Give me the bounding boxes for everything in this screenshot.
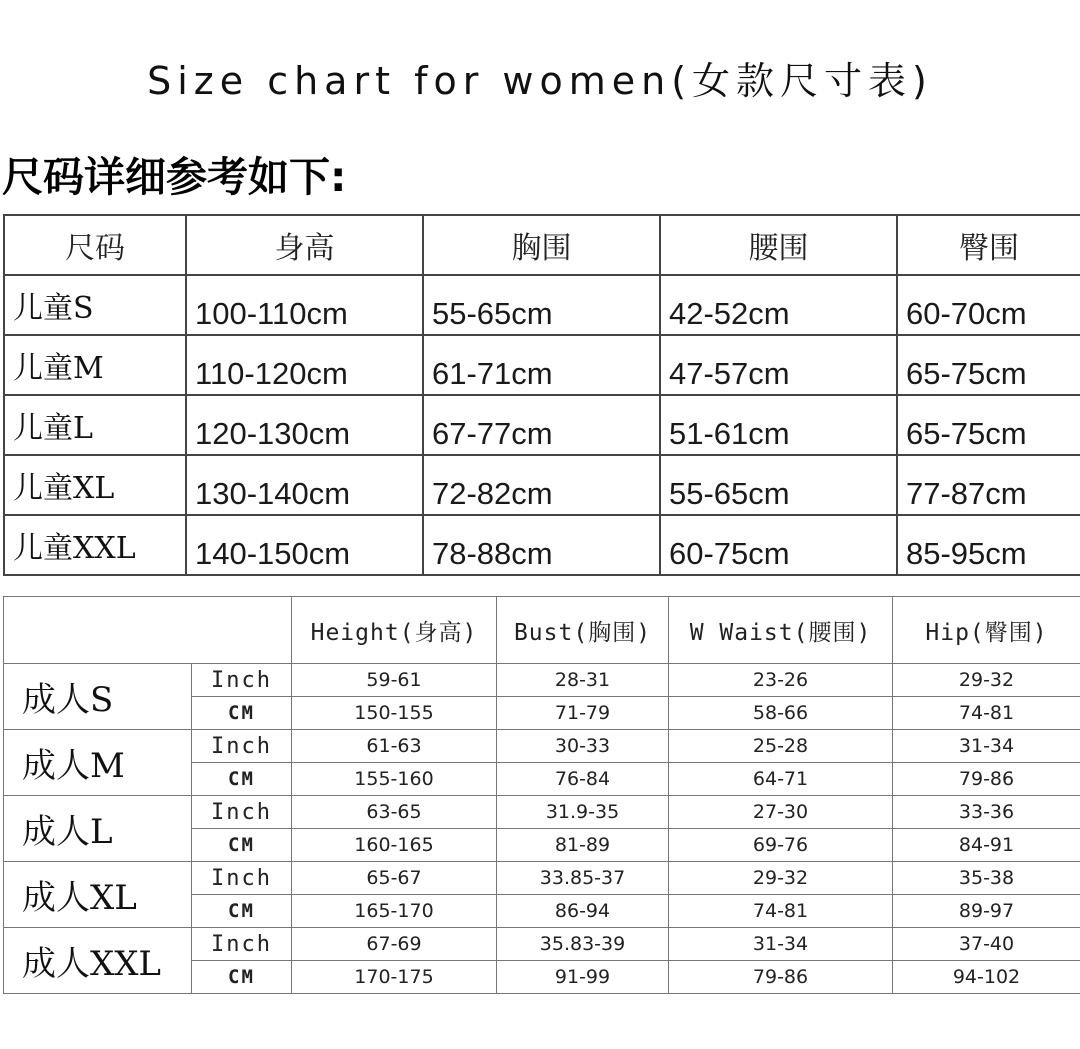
kids-bust-cell: 61-71cm (423, 335, 660, 395)
adult-waist-cell: 23-26 (669, 664, 893, 697)
adult-table-row (4, 730, 1080, 763)
kids-header-hip: 臀围 (897, 215, 1080, 275)
adult-height-cell: 160-165 (292, 829, 497, 862)
kids-table-row (4, 275, 1080, 335)
adult-waist-cell: 64-71 (669, 763, 893, 796)
kids-header-height: 身高 (186, 215, 423, 275)
kids-waist-cell: 60-75cm (660, 515, 897, 575)
adult-height-cell: 59-61 (292, 664, 497, 697)
kids-size-cell: 儿童S (4, 275, 186, 335)
kids-waist-cell: 42-52cm (660, 275, 897, 335)
adult-bust-cell: 86-94 (497, 895, 669, 928)
adult-height-cell: 165-170 (292, 895, 497, 928)
adult-waist-cell: 74-81 (669, 895, 893, 928)
unit-label: Inch (192, 928, 292, 961)
adult-hip-cell: 89-97 (893, 895, 1080, 928)
adult-bust-cell: 30-33 (497, 730, 669, 763)
kids-table-row (4, 335, 1080, 395)
kids-header-size: 尺码 (4, 215, 186, 275)
kids-header-bust: 胸围 (423, 215, 660, 275)
adult-size-cell: 成人L (4, 796, 192, 862)
adult-header-blank (4, 597, 292, 664)
adult-hip-cell: 94-102 (893, 961, 1080, 994)
adult-size-cell: 成人S (4, 664, 192, 730)
kids-table-row (4, 515, 1080, 575)
adult-waist-cell: 58-66 (669, 697, 893, 730)
adult-waist-cell: 79-86 (669, 961, 893, 994)
kids-size-table (3, 214, 1080, 576)
unit-label: CM (192, 697, 292, 730)
kids-size-cell: 儿童XXL (4, 515, 186, 575)
kids-hip-cell: 85-95cm (897, 515, 1080, 575)
kids-hip-cell: 65-75cm (897, 395, 1080, 455)
kids-bust-cell: 72-82cm (423, 455, 660, 515)
kids-height-cell: 120-130cm (186, 395, 423, 455)
kids-hip-cell: 77-87cm (897, 455, 1080, 515)
adult-hip-cell: 29-32 (893, 664, 1080, 697)
kids-hip-cell: 65-75cm (897, 335, 1080, 395)
adult-bust-cell: 28-31 (497, 664, 669, 697)
kids-waist-cell: 47-57cm (660, 335, 897, 395)
adult-waist-cell: 25-28 (669, 730, 893, 763)
adult-height-cell: 170-175 (292, 961, 497, 994)
adult-hip-cell: 37-40 (893, 928, 1080, 961)
unit-label: CM (192, 829, 292, 862)
kids-size-cell: 儿童XL (4, 455, 186, 515)
kids-bust-cell: 67-77cm (423, 395, 660, 455)
adult-bust-cell: 81-89 (497, 829, 669, 862)
adult-bust-cell: 33.85-37 (497, 862, 669, 895)
unit-label: Inch (192, 862, 292, 895)
adult-table-row (4, 862, 1080, 895)
adult-bust-cell: 35.83-39 (497, 928, 669, 961)
adult-height-cell: 150-155 (292, 697, 497, 730)
adult-hip-cell: 35-38 (893, 862, 1080, 895)
adult-height-cell: 155-160 (292, 763, 497, 796)
adult-table-row (4, 796, 1080, 829)
adult-hip-cell: 31-34 (893, 730, 1080, 763)
kids-waist-cell: 55-65cm (660, 455, 897, 515)
unit-label: Inch (192, 730, 292, 763)
kids-height-cell: 100-110cm (186, 275, 423, 335)
unit-label: Inch (192, 796, 292, 829)
kids-height-cell: 140-150cm (186, 515, 423, 575)
adult-bust-cell: 91-99 (497, 961, 669, 994)
adult-height-cell: 65-67 (292, 862, 497, 895)
adult-waist-cell: 69-76 (669, 829, 893, 862)
kids-height-cell: 130-140cm (186, 455, 423, 515)
kids-header-row (4, 215, 1080, 275)
kids-bust-cell: 78-88cm (423, 515, 660, 575)
adult-height-cell: 63-65 (292, 796, 497, 829)
adult-hip-cell: 33-36 (893, 796, 1080, 829)
adult-header-bust: Bust(胸围) (497, 597, 669, 664)
kids-table-row (4, 455, 1080, 515)
adult-header-hip: Hip(臀围) (893, 597, 1080, 664)
kids-header-waist: 腰围 (660, 215, 897, 275)
adult-hip-cell: 74-81 (893, 697, 1080, 730)
adult-bust-cell: 76-84 (497, 763, 669, 796)
adult-hip-cell: 84-91 (893, 829, 1080, 862)
adult-waist-cell: 31-34 (669, 928, 893, 961)
adult-size-cell: 成人M (4, 730, 192, 796)
kids-bust-cell: 55-65cm (423, 275, 660, 335)
adult-size-table (3, 596, 1080, 994)
adult-size-cell: 成人XL (4, 862, 192, 928)
unit-label: CM (192, 763, 292, 796)
adult-header-row (4, 597, 1080, 664)
kids-waist-cell: 51-61cm (660, 395, 897, 455)
adult-hip-cell: 79-86 (893, 763, 1080, 796)
kids-size-cell: 儿童L (4, 395, 186, 455)
adult-bust-cell: 71-79 (497, 697, 669, 730)
unit-label: CM (192, 961, 292, 994)
adult-height-cell: 67-69 (292, 928, 497, 961)
kids-hip-cell: 60-70cm (897, 275, 1080, 335)
page-title: Size chart for women(女款尺寸表) (147, 59, 933, 103)
kids-size-cell: 儿童M (4, 335, 186, 395)
adult-table-row (4, 664, 1080, 697)
kids-height-cell: 110-120cm (186, 335, 423, 395)
adult-size-cell: 成人XXL (4, 928, 192, 994)
adult-waist-cell: 29-32 (669, 862, 893, 895)
unit-label: Inch (192, 664, 292, 697)
section-subtitle: 尺码详细参考如下: (2, 153, 347, 201)
adult-waist-cell: 27-30 (669, 796, 893, 829)
adult-header-waist: W Waist(腰围) (669, 597, 893, 664)
kids-table-row (4, 395, 1080, 455)
unit-label: CM (192, 895, 292, 928)
adult-table-row (4, 928, 1080, 961)
adult-bust-cell: 31.9-35 (497, 796, 669, 829)
adult-height-cell: 61-63 (292, 730, 497, 763)
adult-header-height: Height(身高) (292, 597, 497, 664)
